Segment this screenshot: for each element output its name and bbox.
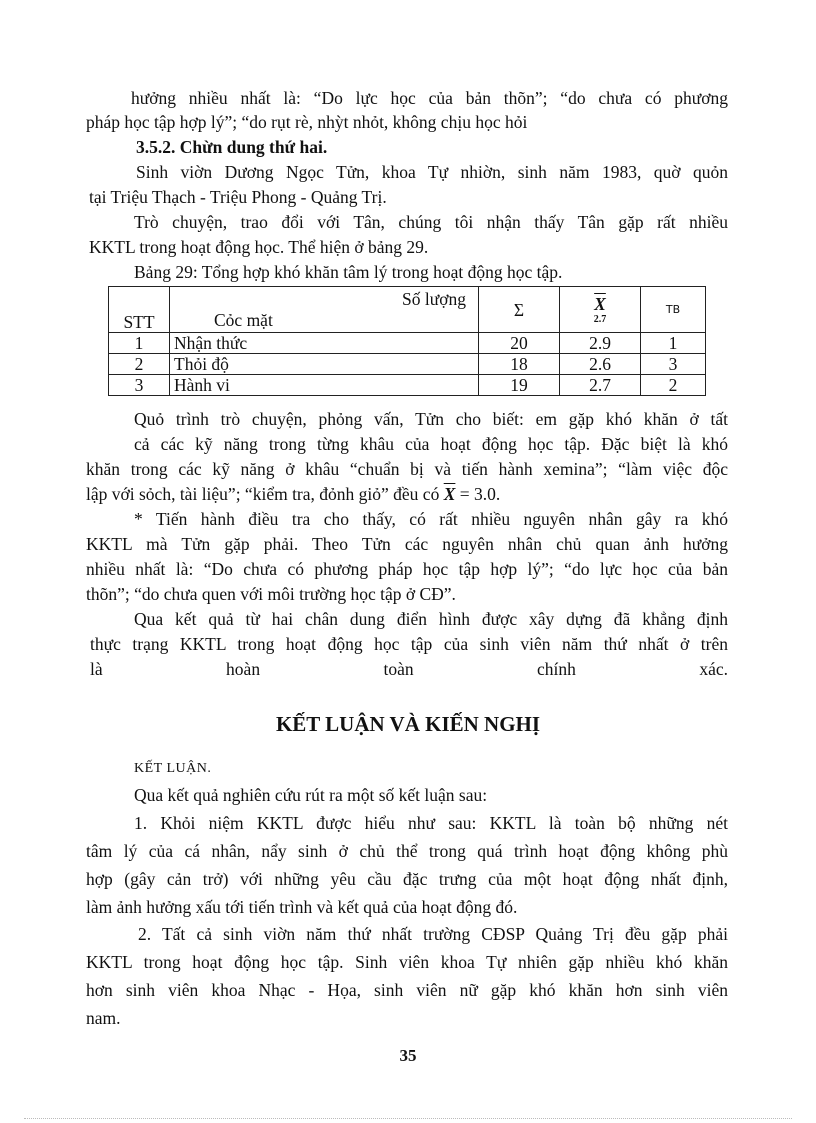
text-line: tâm lý của cá nhân, nẩy sinh ở chủ thể trong quá trình hoạt động không phù — [86, 841, 728, 861]
text-line: hợp (gây cản trở) với những yêu cầu đặc trưng của một hoạt động nhất định, — [86, 869, 728, 889]
xbar-symbol: $\overline{X}$ — [443, 484, 456, 504]
cell-stt: 1 — [109, 333, 170, 354]
chapter-heading: KẾT LUẬN VÀ KIẾN NGHỊ — [275, 712, 541, 736]
table-header-row — [109, 287, 706, 333]
text-line: Sinh viờn Dương Ngọc Tửn, khoa Tự nhiờn, sinh năm 1983, quờ quỏn — [136, 162, 728, 182]
footer-rule — [24, 1118, 792, 1119]
text-fragment: lập với sỏch, tài liệu”; “kiểm tra, đỏnh giỏ” đều có — [86, 484, 440, 504]
cell-mean: 2.9 — [560, 333, 641, 354]
text-line: hưởng nhiều nhất là: “Do lực học của bản thõn”; “do chưa có phương — [131, 88, 728, 108]
text-line: tại Triệu Thạch - Triệu Phong - Quảng Trị. — [89, 187, 387, 207]
page-number: 35 — [399, 1046, 417, 1065]
cell-stt: 2 — [109, 354, 170, 375]
table-29 — [108, 286, 706, 396]
cell-mean: 2.7 — [560, 375, 641, 396]
header-tb: TB — [641, 287, 706, 333]
cell-stt: 3 — [109, 375, 170, 396]
header-diagonal-cell — [170, 287, 479, 333]
text-line: là hoàn toàn chính xác. — [90, 659, 728, 679]
xbar-subscript: 2.7 — [593, 313, 607, 325]
text-line: hơn sinh viên khoa Nhạc - Họa, sinh viên nữ gặp khó khăn hơn sinh viên — [86, 980, 728, 1000]
cell-name: Thỏi độ — [170, 354, 479, 375]
xbar-symbol: $\overline{X}$ — [594, 293, 606, 314]
text-line: Trò chuyện, trao đổi với Tân, chúng tôi nhận thấy Tân gặp rất nhiều — [134, 212, 728, 232]
cell-tb: 2 — [641, 375, 706, 396]
text-line: Qua kết quả từ hai chân dung điển hình được xây dựng đã khẳng định — [134, 609, 728, 629]
text-line: thõn”; “do chưa quen với môi trường học tập ở CĐ”. — [86, 584, 456, 604]
text-line: KKTL trong hoạt động học. Thể hiện ở bảng 29. — [89, 237, 429, 257]
text-fragment: = 3.0. — [459, 484, 501, 504]
text-line: làm ảnh hưởng xấu tới tiến trình và kết quả của hoạt động đó. — [86, 897, 518, 917]
cell-name: Nhận thức — [170, 333, 479, 354]
cell-sum: 19 — [479, 375, 560, 396]
header-comat: Cỏc mặt — [214, 309, 273, 330]
header-soluong: Số lượng — [402, 288, 466, 309]
table-row — [109, 333, 706, 354]
table-row — [109, 354, 706, 375]
header-mean — [560, 287, 641, 333]
text-line: pháp học tập hợp lý”; “do rụt rè, nhỳt nhỏt, không chịu học hỏi — [86, 112, 528, 132]
cell-name: Hành vi — [170, 375, 479, 396]
subsection-label: KẾT LUẬN. — [134, 761, 212, 776]
header-sigma: Σ — [479, 287, 560, 333]
cell-tb: 3 — [641, 354, 706, 375]
cell-sum: 20 — [479, 333, 560, 354]
text-line: 2. Tất cả sinh viờn năm thứ nhất trường CĐSP Quảng Trị đều gặp phải — [138, 924, 728, 944]
cell-mean: 2.6 — [560, 354, 641, 375]
table-caption: Bảng 29: Tổng hợp khó khăn tâm lý trong hoạt động học tập. — [134, 262, 563, 282]
text-line: nam. — [86, 1008, 121, 1028]
text-line: 1. Khỏi niệm KKTL được hiểu như sau: KKTL là toàn bộ những nét — [134, 813, 728, 833]
text-line: thực trạng KKTL trong hoạt động học tập của sinh viên năm thứ nhất ở trên — [90, 634, 728, 654]
text-line — [86, 482, 500, 506]
text-line: Quỏ trình trò chuyện, phỏng vấn, Tửn cho biết: em gặp khó khăn ở tất — [134, 409, 728, 429]
text-line: Qua kết quả nghiên cứu rút ra một số kết luận sau: — [134, 785, 488, 805]
text-line: KKTL trong hoạt động học tập. Sinh viên khoa Tự nhiên gặp nhiều khó khăn — [86, 952, 728, 972]
text-line: * Tiến hành điều tra cho thấy, có rất nhiều nguyên nhân gây ra khó — [134, 509, 728, 529]
table-row — [109, 375, 706, 396]
text-line: cả các kỹ năng trong từng khâu của hoạt động học tập. Đặc biệt là khó — [134, 434, 728, 454]
text-line: KKTL mà Tửn gặp phải. Theo Tửn các nguyên nhân chủ quan ảnh hưởng — [86, 534, 728, 554]
text-line: khăn trong các kỹ năng ở khâu “chuẩn bị và tiến hành xemina”; “làm việc độc — [86, 459, 728, 479]
section-heading: 3.5.2. Chừn dung thứ hai. — [136, 137, 328, 157]
header-stt: STT — [109, 287, 170, 333]
cell-tb: 1 — [641, 333, 706, 354]
text-line: nhiều nhất là: “Do chưa có phương pháp học tập hợp lý”; “do lực học của bản — [86, 559, 728, 579]
cell-sum: 18 — [479, 354, 560, 375]
